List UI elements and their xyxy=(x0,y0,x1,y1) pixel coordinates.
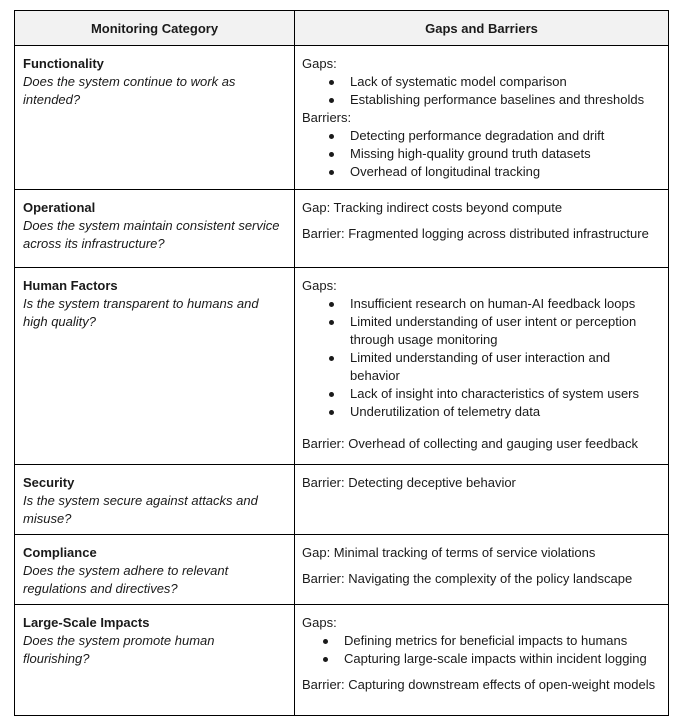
gaps-barriers-cell xyxy=(295,268,669,465)
barrier-text: Barrier: Fragmented logging across distributed infrastructure xyxy=(302,226,649,241)
gaps-label: Gaps: xyxy=(302,278,337,293)
list-item: Insufficient research on human-AI feedback loops xyxy=(302,295,660,313)
barrier-text: Barrier: Overhead of collecting and gauging user feedback xyxy=(302,436,639,451)
list-item: Lack of systematic model comparison xyxy=(302,73,660,91)
list-item: Lack of insight into characteristics of system users xyxy=(302,385,660,403)
gaps-label: Gaps: xyxy=(302,56,337,71)
category-title: Security xyxy=(23,475,75,490)
monitoring-table xyxy=(14,10,669,716)
gaps-list xyxy=(302,295,660,421)
gaps-barriers-cell xyxy=(295,46,669,190)
category-question: Is the system secure against attacks and misuse? xyxy=(23,493,258,526)
gap-text: Gap: Tracking indirect costs beyond compute xyxy=(302,200,563,215)
table-row xyxy=(15,605,669,716)
category-cell xyxy=(15,190,295,268)
category-question: Does the system maintain consistent service across its infrastructure? xyxy=(23,218,280,251)
category-title: Compliance xyxy=(23,545,97,560)
table-row xyxy=(15,46,669,190)
gaps-barriers-cell xyxy=(295,535,669,605)
category-question: Does the system continue to work as intended? xyxy=(23,74,236,107)
barrier-text: Barrier: Detecting deceptive behavior xyxy=(302,475,516,490)
table-row xyxy=(15,268,669,465)
gaps-barriers-cell xyxy=(295,605,669,716)
category-title: Operational xyxy=(23,200,96,215)
barrier-text: Barrier: Navigating the complexity of the policy landscape xyxy=(302,571,633,586)
gap-text: Gap: Minimal tracking of terms of service violations xyxy=(302,545,596,560)
category-title: Large-Scale Impacts xyxy=(23,615,150,630)
table-row xyxy=(15,535,669,605)
gaps-barriers-cell xyxy=(295,190,669,268)
gaps-list xyxy=(302,73,660,109)
table-row xyxy=(15,465,669,535)
category-question: Does the system adhere to relevant regulations and directives? xyxy=(23,563,229,596)
list-item: Defining metrics for beneficial impacts to humans xyxy=(302,632,660,650)
header-monitoring-category: Monitoring Category xyxy=(15,11,295,46)
list-item: Limited understanding of user intent or perception through usage monitoring xyxy=(302,313,660,349)
category-question: Is the system transparent to humans and high quality? xyxy=(23,296,259,329)
category-title: Functionality xyxy=(23,56,104,71)
list-item: Limited understanding of user interaction and behavior xyxy=(302,349,660,385)
gaps-barriers-cell xyxy=(295,465,669,535)
list-item: Underutilization of telemetry data xyxy=(302,403,660,421)
category-title: Human Factors xyxy=(23,278,118,293)
barriers-label: Barriers: xyxy=(302,110,352,125)
category-cell xyxy=(15,46,295,190)
category-cell xyxy=(15,605,295,716)
list-item: Capturing large-scale impacts within incident logging xyxy=(302,650,660,668)
barrier-text: Barrier: Capturing downstream effects of open-weight models xyxy=(302,677,656,692)
list-item: Overhead of longitudinal tracking xyxy=(302,163,660,181)
gaps-label: Gaps: xyxy=(302,615,337,630)
header-gaps-and-barriers: Gaps and Barriers xyxy=(295,11,669,46)
gaps-list xyxy=(302,632,660,668)
category-cell xyxy=(15,465,295,535)
list-item: Missing high-quality ground truth datasets xyxy=(302,145,660,163)
category-cell xyxy=(15,268,295,465)
barriers-list xyxy=(302,127,660,181)
category-question: Does the system promote human flourishing? xyxy=(23,633,215,666)
list-item: Establishing performance baselines and thresholds xyxy=(302,91,660,109)
table-header-row xyxy=(15,11,669,46)
table-row xyxy=(15,190,669,268)
category-cell xyxy=(15,535,295,605)
list-item: Detecting performance degradation and drift xyxy=(302,127,660,145)
